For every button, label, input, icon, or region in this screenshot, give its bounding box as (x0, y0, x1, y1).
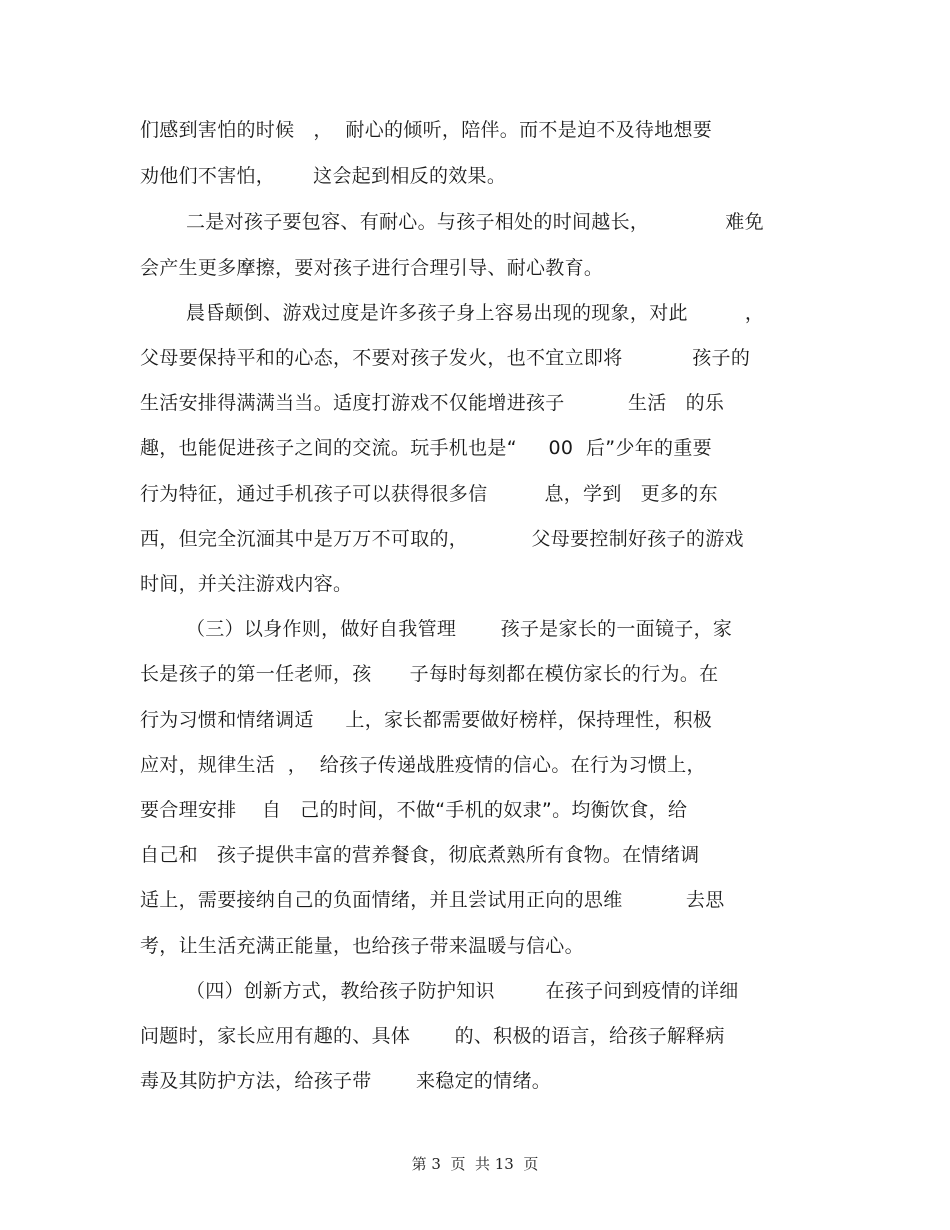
body-text-line: （三）以身作则，做好自我管理 孩子是家长的一面镜子，家 (186, 618, 733, 640)
body-text-line: 问题时，家长应用有趣的、具体 的、积极的语言，给孩子解释病 (140, 1025, 725, 1047)
body-text-line: 毒及其防护方法，给孩子带 来稳定的情绪。 (140, 1070, 552, 1092)
body-text-line: 劝他们不害怕， 这会起到相反的效果。 (140, 165, 507, 187)
body-text-line: 晨昏颠倒、游戏过度是许多孩子身上容易出现的现象，对此 ， (186, 302, 765, 324)
body-text-line: 西，但完全沉湎其中是万万不可取的， 父母要控制好孩子的游戏 (140, 528, 744, 550)
body-text-line: 会产生更多摩擦，要对孩子进行合理引导、耐心教育。 (140, 257, 604, 279)
body-text-line: 生活安排得满满当当。适度打游戏不仅能增进孩子 生活 的乐 (140, 392, 725, 414)
body-text-line: 考，让生活充满正能量，也给孩子带来温暖与信心。 (140, 935, 584, 957)
body-text-line: 父母要保持平和的心态，不要对孩子发火，也不宜立即将 孩子的 (140, 347, 751, 369)
body-text-line: 自己和 孩子提供丰富的营养餐食，彻底煮熟所有食物。在情绪调 (140, 844, 700, 866)
body-text-line: 应对，规律生活 ， 给孩子传递战胜疫情的信心。在行为习惯上， (140, 754, 706, 776)
body-text-line: 们感到害怕的时候 ， 耐心的倾听，陪伴。而不是迫不及待地想要 (140, 119, 713, 141)
body-text-line: 二是对孩子要包容、有耐心。与孩子相处的时间越长， 难免 (186, 211, 764, 233)
body-text-line: 适上，需要接纳自己的负面情绪，并且尝试用正向的思维 去思 (140, 889, 725, 911)
body-text-line: 趣，也能促进孩子之间的交流。玩手机也是“ 00 后”少年的重要 (140, 437, 712, 459)
page-number-footer: 第 3 页 共 13 页 (411, 1155, 539, 1173)
body-text-line: 行为特征，通过手机孩子可以获得很多信 息，学到 更多的东 (140, 483, 718, 505)
body-text-line: 时间，并关注游戏内容。 (140, 573, 353, 595)
body-text-line: 行为习惯和情绪调适 上，家长都需要做好榜样，保持理性，积极 (140, 709, 713, 731)
body-text-line: 长是孩子的第一任老师，孩 子每时每刻都在模仿家长的行为。在 (140, 663, 719, 685)
body-text-line: （四）创新方式，教给孩子防护知识 在孩子问到疫情的详细 (186, 980, 739, 1002)
body-text-line: 要合理安排 自 己的时间，不做“手机的奴隶”。均衡饮食，给 (140, 799, 688, 821)
